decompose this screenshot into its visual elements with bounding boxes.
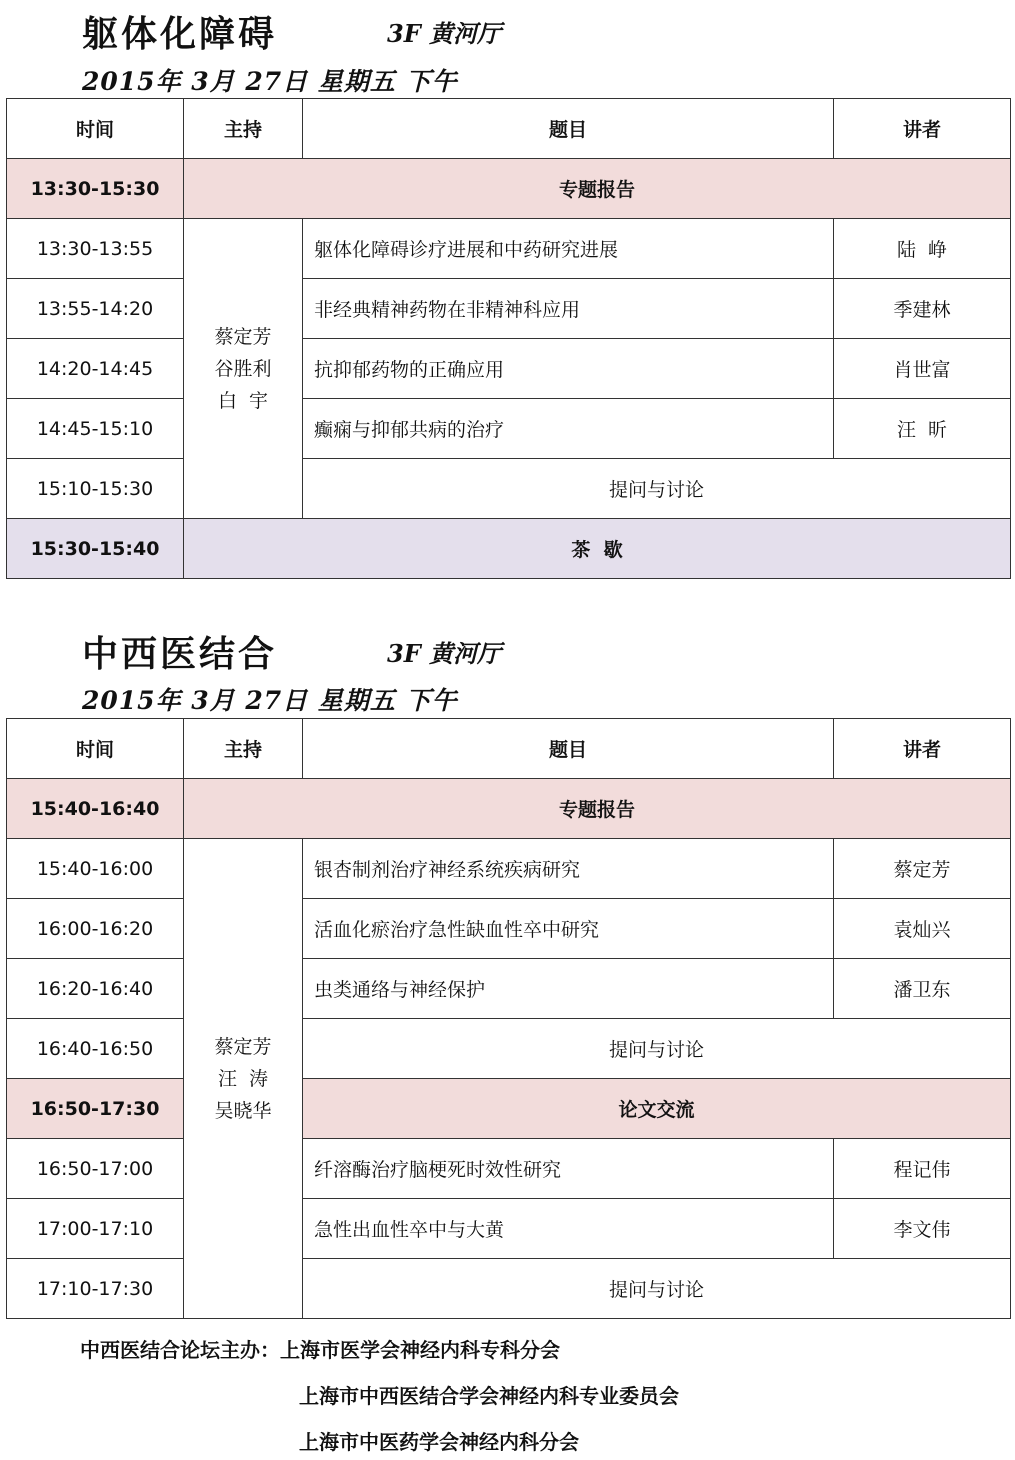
break-row <box>7 519 1011 579</box>
footer-org: 上海市中西医结合学会神经内科专业委员会 <box>299 1384 679 1408</box>
row-time: 15:40-16:00 <box>7 839 184 899</box>
row-time: 16:50-17:00 <box>7 1139 184 1199</box>
table-row <box>7 839 1011 899</box>
row-speaker: 肖世富 <box>834 339 1011 399</box>
col-header-speaker: 讲者 <box>834 99 1011 159</box>
chair-cell <box>184 839 303 1319</box>
chair-name: 谷胜利 <box>214 357 272 380</box>
table-header-row <box>7 719 1011 779</box>
section-time: 13:30-15:30 <box>7 159 184 219</box>
session1-table <box>6 98 1011 579</box>
table-row <box>7 459 1011 519</box>
discussion-cell: 提问与讨论 <box>303 459 1011 519</box>
session2-date: 2015年 3月 27日 星期五 下午 <box>82 686 458 715</box>
col-header-topic: 题目 <box>303 99 834 159</box>
col-header-topic: 题目 <box>303 719 834 779</box>
row-topic: 非经典精神药物在非精神科应用 <box>303 279 834 339</box>
table-header-row <box>7 99 1011 159</box>
row-topic: 纤溶酶治疗脑梗死时效性研究 <box>303 1139 834 1199</box>
row-speaker: 陆 峥 <box>834 219 1011 279</box>
table-row <box>7 399 1011 459</box>
row-topic: 银杏制剂治疗神经系统疾病研究 <box>303 839 834 899</box>
row-speaker: 季建林 <box>834 279 1011 339</box>
table-row <box>7 1019 1011 1079</box>
table-row <box>7 219 1011 279</box>
row-time: 13:30-13:55 <box>7 219 184 279</box>
row-time: 13:55-14:20 <box>7 279 184 339</box>
row-time: 14:45-15:10 <box>7 399 184 459</box>
row-topic: 抗抑郁药物的正确应用 <box>303 339 834 399</box>
table-row <box>7 1139 1011 1199</box>
footer-label: 中西医结合论坛主办： <box>80 1338 280 1362</box>
row-time: 17:00-17:10 <box>7 1199 184 1259</box>
section-band-row <box>7 1079 1011 1139</box>
session1-date: 2015年 3月 27日 星期五 下午 <box>82 67 458 96</box>
chair-name: 汪 涛 <box>217 1067 269 1090</box>
col-header-chair: 主持 <box>184 99 303 159</box>
discussion-cell: 提问与讨论 <box>303 1259 1011 1319</box>
session1-title-block <box>82 6 502 57</box>
chair-name: 蔡定芳 <box>214 1035 272 1058</box>
chair-name: 吴晓华 <box>214 1099 272 1122</box>
table-row <box>7 1199 1011 1259</box>
row-topic: 活血化瘀治疗急性缺血性卒中研究 <box>303 899 834 959</box>
footer-org: 上海市中医药学会神经内科分会 <box>299 1430 579 1454</box>
table-row <box>7 959 1011 1019</box>
table-row <box>7 279 1011 339</box>
row-topic: 躯体化障碍诊疗进展和中药研究进展 <box>303 219 834 279</box>
row-time: 16:00-16:20 <box>7 899 184 959</box>
col-header-time: 时间 <box>7 719 184 779</box>
chair-name: 白 宇 <box>217 389 269 412</box>
row-time: 15:10-15:30 <box>7 459 184 519</box>
session2-title-block <box>82 626 502 677</box>
break-time: 15:30-15:40 <box>7 519 184 579</box>
break-label: 茶 歇 <box>184 519 1011 579</box>
row-topic: 急性出血性卒中与大黄 <box>303 1199 834 1259</box>
table-row <box>7 1259 1011 1319</box>
row-topic: 癫痫与抑郁共病的治疗 <box>303 399 834 459</box>
row-speaker: 汪 昕 <box>834 399 1011 459</box>
discussion-cell: 提问与讨论 <box>303 1019 1011 1079</box>
section-band-row <box>7 779 1011 839</box>
col-header-speaker: 讲者 <box>834 719 1011 779</box>
section-label: 专题报告 <box>184 159 1011 219</box>
section-label: 专题报告 <box>184 779 1011 839</box>
row-speaker: 潘卫东 <box>834 959 1011 1019</box>
chair-cell <box>184 219 303 519</box>
col-header-time: 时间 <box>7 99 184 159</box>
table-row <box>7 339 1011 399</box>
chair-name: 蔡定芳 <box>214 325 272 348</box>
footer-line-1 <box>80 1334 560 1363</box>
section-time: 15:40-16:40 <box>7 779 184 839</box>
row-time: 16:40-16:50 <box>7 1019 184 1079</box>
session2-title: 中西医结合 <box>82 633 278 675</box>
row-time: 16:20-16:40 <box>7 959 184 1019</box>
row-time: 17:10-17:30 <box>7 1259 184 1319</box>
row-speaker: 蔡定芳 <box>834 839 1011 899</box>
row-time: 14:20-14:45 <box>7 339 184 399</box>
section-band-row <box>7 159 1011 219</box>
section-time: 16:50-17:30 <box>7 1079 184 1139</box>
col-header-chair: 主持 <box>184 719 303 779</box>
row-speaker: 袁灿兴 <box>834 899 1011 959</box>
session1-title: 躯体化障碍 <box>82 13 278 55</box>
section-label: 论文交流 <box>303 1079 1011 1139</box>
row-topic: 虫类通络与神经保护 <box>303 959 834 1019</box>
session2-location: 3F 黄河厅 <box>387 639 502 668</box>
row-speaker: 程记伟 <box>834 1139 1011 1199</box>
session1-location: 3F 黄河厅 <box>387 19 502 48</box>
footer-org: 上海市医学会神经内科专科分会 <box>280 1338 560 1362</box>
row-speaker: 李文伟 <box>834 1199 1011 1259</box>
session2-table <box>6 718 1011 1319</box>
table-row <box>7 899 1011 959</box>
